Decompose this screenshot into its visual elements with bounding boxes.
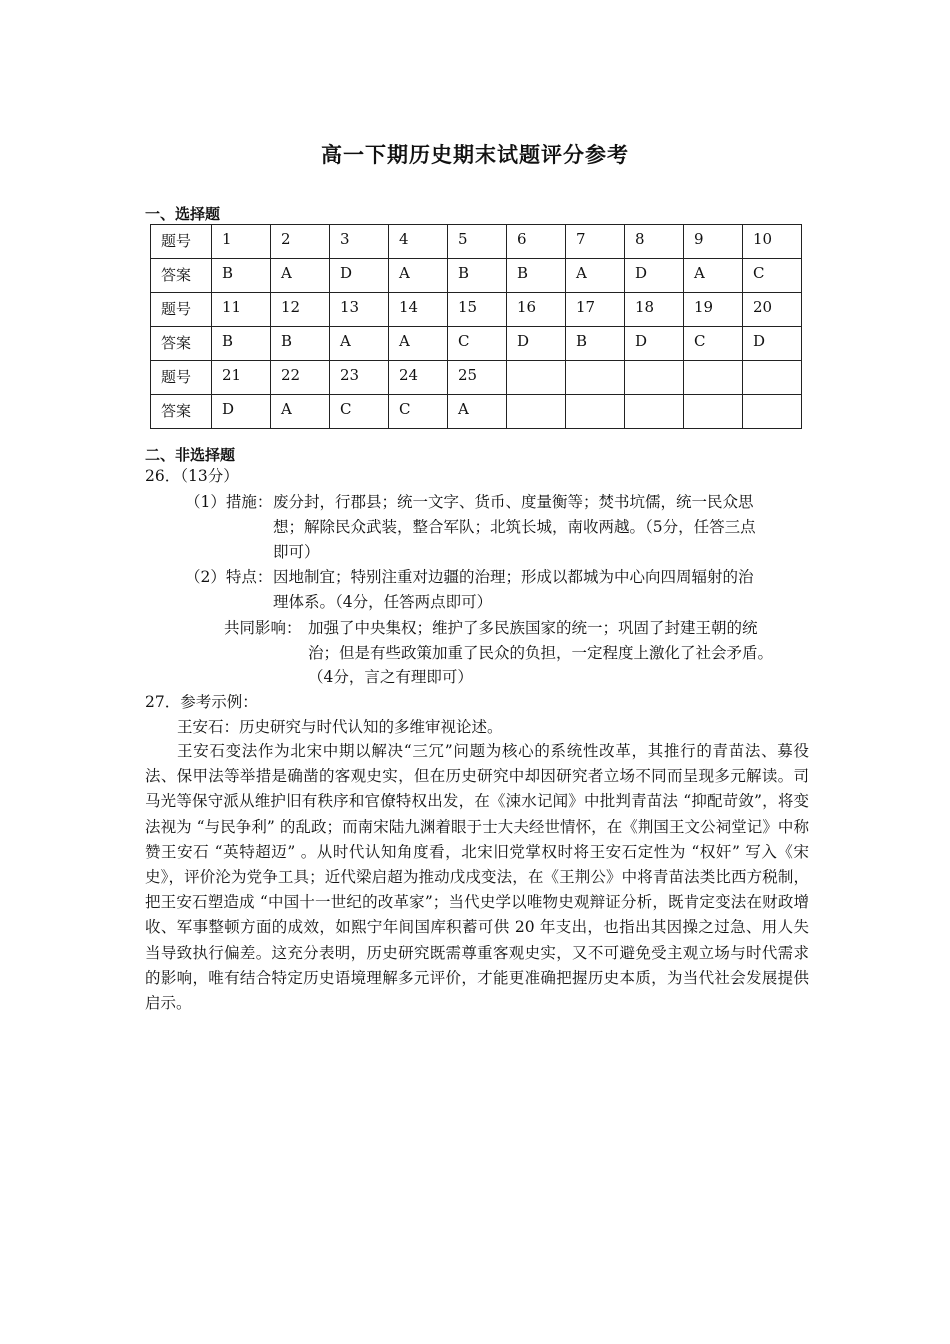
table-cell: [507, 361, 566, 395]
table-cell: 14: [389, 293, 448, 327]
table-cell: C: [684, 327, 743, 361]
table-cell: A: [389, 327, 448, 361]
table-cell: 10: [743, 225, 802, 259]
table-cell: B: [271, 327, 330, 361]
table-cell: 18: [625, 293, 684, 327]
table-cell: 7: [566, 225, 625, 259]
table-cell: [684, 361, 743, 395]
table-cell: C: [389, 395, 448, 429]
table-cell: 13: [330, 293, 389, 327]
table-cell: B: [566, 327, 625, 361]
table-cell: C: [330, 395, 389, 429]
table-cell: D: [212, 395, 271, 429]
table-cell: 24: [389, 361, 448, 395]
table-row-header: 题号: [151, 293, 212, 327]
table-cell: D: [743, 327, 802, 361]
table-cell: 22: [271, 361, 330, 395]
table-row-question-numbers: [151, 225, 802, 259]
section-heading-non-choice: 二、非选择题: [145, 446, 236, 464]
table-cell: [566, 395, 625, 429]
table-cell: [625, 361, 684, 395]
table-cell: 3: [330, 225, 389, 259]
table-cell: A: [330, 327, 389, 361]
table-row-answers: [151, 327, 802, 361]
table-cell: B: [212, 327, 271, 361]
q26-part1-line: 即可）: [273, 543, 320, 561]
q26-influence-line: 治；但是有些政策加重了民众的负担，一定程度上激化了社会矛盾。: [308, 644, 774, 662]
table-cell: 25: [448, 361, 507, 395]
table-cell: 6: [507, 225, 566, 259]
table-cell: D: [625, 259, 684, 293]
table-cell: A: [389, 259, 448, 293]
table-cell: B: [448, 259, 507, 293]
table-row-question-numbers: [151, 293, 802, 327]
page-title: 高一下期历史期末试题评分参考: [321, 143, 629, 167]
table-row-header: 答案: [151, 395, 212, 429]
section-heading-multiple-choice: 一、选择题: [145, 205, 221, 223]
q26-part1-line: 废分封，行郡县；统一文字、货币、度量衡等；焚书坑儒，统一民众思: [273, 493, 754, 511]
table-cell: [684, 395, 743, 429]
q26-part2-line: 理体系。（4分，任答两点即可）: [273, 593, 493, 611]
table-cell: 19: [684, 293, 743, 327]
q26-part2-line: 因地制宜；特别注重对边疆的治理；形成以都城为中心向四周辐射的治: [273, 568, 754, 586]
table-cell: [507, 395, 566, 429]
table-cell: 11: [212, 293, 271, 327]
table-row-question-numbers: [151, 361, 802, 395]
table-cell: 5: [448, 225, 507, 259]
table-cell: A: [271, 395, 330, 429]
table-cell: 17: [566, 293, 625, 327]
q26-part1-label: （1）措施：: [185, 493, 273, 511]
table-cell: 15: [448, 293, 507, 327]
table-cell: 1: [212, 225, 271, 259]
table-row-header: 答案: [151, 259, 212, 293]
q26-part1-line: 想；解除民众武装，整合军队；北筑长城，南收两越。（5分，任答三点: [273, 518, 756, 536]
table-row-header: 题号: [151, 225, 212, 259]
q27-number: 27．参考示例：: [145, 693, 258, 711]
q26-influence-label: 共同影响：: [224, 619, 302, 637]
table-cell: 9: [684, 225, 743, 259]
table-cell: 4: [389, 225, 448, 259]
table-cell: [566, 361, 625, 395]
q27-thesis: 王安石：历史研究与时代认知的多维审视论述。: [177, 718, 503, 736]
table-cell: 8: [625, 225, 684, 259]
table-cell: B: [507, 259, 566, 293]
table-cell: B: [212, 259, 271, 293]
table-cell: 16: [507, 293, 566, 327]
answer-table: [150, 224, 802, 429]
table-cell: 21: [212, 361, 271, 395]
table-cell: 2: [271, 225, 330, 259]
q27-body-paragraph: 王安石变法作为北宋中期以解决“三冗”问题为核心的系统性改革，其推行的青苗法、募役法、保甲法等举措是确凿的客观史实，但在历史研究中却因研究者立场不同而呈现多元解读。司马光等保守派从维护旧有秩序和官僚特权出发，在《涑水记闻》中批判青苗法 “抑配苛敛”，将变法视为 “与民争利” 的乱政；而南宋陆九渊着眼于士大夫经世情怀，在《荆国王文公祠堂记》中称赞王安石 “英特超迈” 。从时代认知角度看，北宋旧党掌权时将王安石定性为 “权奸” 写入《宋史》，评价沦为党争工具；近代梁启超为推动戊戌变法，在《王荆公》中将青苗法类比西方税制，把王安石塑造成 “中国十一世纪的改革家”；当代史学以唯物史观辩证分析，既肯定变法在财政增收、军事整顿方面的成效，如熙宁年间国库积蓄可供 20 年支出，也指出其因操之过急、用人失当导致执行偏差。这充分表明，历史研究既需尊重客观史实，又不可避免受主观立场与时代需求的影响，唯有结合特定历史语境理解多元评价，才能更准确把握历史本质，为当代社会发展提供启示。: [145, 742, 809, 1013]
table-cell: [743, 395, 802, 429]
table-cell: C: [743, 259, 802, 293]
table-cell: A: [684, 259, 743, 293]
table-cell: D: [330, 259, 389, 293]
table-cell: [625, 395, 684, 429]
table-cell: 12: [271, 293, 330, 327]
table-cell: A: [448, 395, 507, 429]
table-cell: A: [271, 259, 330, 293]
table-cell: D: [507, 327, 566, 361]
table-row-answers: [151, 259, 802, 293]
q26-number: 26．（13分）: [145, 467, 239, 485]
q26-influence-line: 加强了中央集权；维护了多民族国家的统一；巩固了封建王朝的统: [308, 619, 758, 637]
table-row-header: 答案: [151, 327, 212, 361]
table-cell: C: [448, 327, 507, 361]
table-cell: [743, 361, 802, 395]
table-cell: A: [566, 259, 625, 293]
table-row-answers: [151, 395, 802, 429]
table-cell: D: [625, 327, 684, 361]
q26-influence-line: （4分，言之有理即可）: [308, 668, 473, 686]
table-cell: 20: [743, 293, 802, 327]
q26-part2-label: （2）特点：: [185, 568, 273, 586]
table-cell: 23: [330, 361, 389, 395]
table-row-header: 题号: [151, 361, 212, 395]
